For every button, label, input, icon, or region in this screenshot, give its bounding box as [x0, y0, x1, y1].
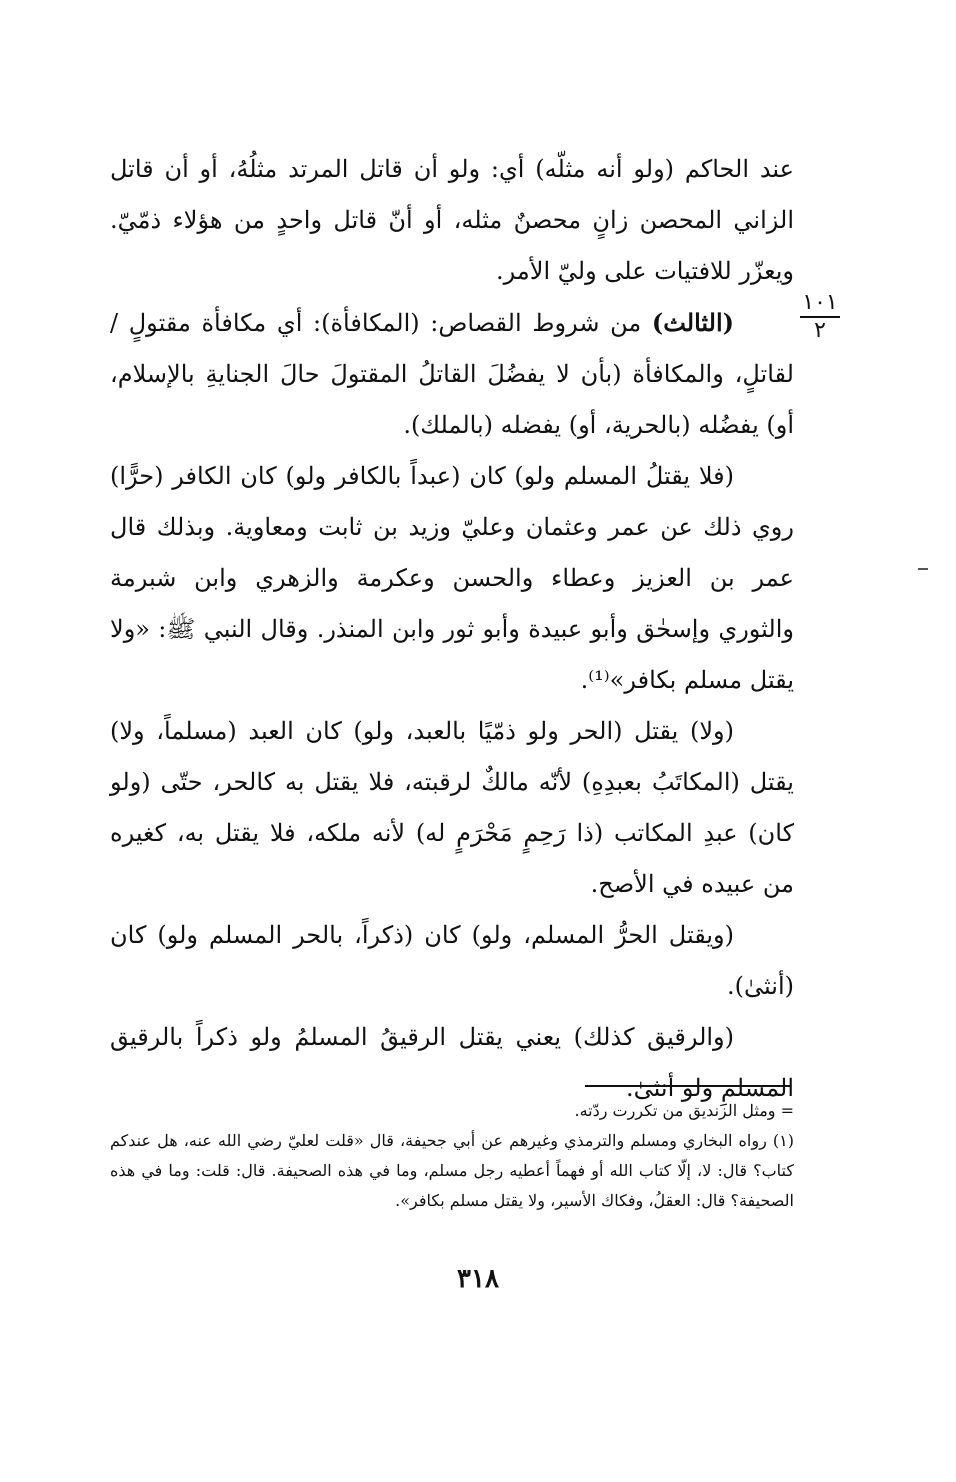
paragraph-2-heading: (الثالث) [651, 308, 734, 337]
footnotes [110, 1096, 794, 1216]
paragraph-4: (ولا) يقتل (الحر ولو ذمّيًا بالعبد، ولو) كان العبد (مسلماً، ولا) يقتل (المكاتَبُ بعبدِهِ) لأنّه مالكٌ لرقبته، فلا يقتل به كالحر، حتّى (ولو كان) عبدِ المكاتب (ذا رَحِمٍ مَحْرَمٍ له) لأنه ملكه، فلا يقتل به، كغيره من عبيده في الأصح. [110, 717, 794, 898]
margin-reference-part: ٢ [814, 318, 826, 343]
page-number: ٣١٨ [457, 1264, 499, 1294]
margin-reference-volume: ١٠١ [800, 292, 840, 318]
paragraph-5: (ويقتل الحرُّ المسلم، ولو) كان (ذكراً، بالحر المسلم ولو) كان (أنثىٰ). [110, 921, 794, 1000]
paragraph-2 [110, 297, 794, 451]
paragraph-2-text: من شروط القصاص: (المكافأة): أي مكافأة مقتولٍ / لقاتلٍ، والمكافأة (بأن لا يفضُلَ القاتلُ المقتولَ حالَ الجنايةِ بالإسلام، أو) يفضُله (بالحرية، أو) يفضله (بالملك). [110, 309, 794, 439]
margin-page-reference [800, 292, 840, 342]
paragraph-3: (فلا يقتلُ المسلم ولو) كان (عبداً بالكافر ولو) كان الكافر (حرًّا) روي ذلك عن عمر وعثمان وعليّ وزيد بن ثابت ومعاوية. وبذلك قال عمر بن العزيز وعطاء والحسن وعكرمة والزهري وابن شبرمة والثوري وإسحٰق وأبو عبيدة وأبو ثور وابن المنذر. وقال النبي ﷺ: «ولا يقتل مسلم بكافر»⁽¹⁾. [110, 462, 794, 694]
paragraph-1: عند الحاكم (ولو أنه مثلّه) أي: ولو أن قاتل المرتد مثلُهُ، أو أن قاتل الزاني المحصن زانٍ محصنٌ مثله، أو أنّ قاتل واحدٍ من هؤلاء ذمّيّ. ويعزّر للافتيات على وليّ الأمر. [110, 155, 794, 285]
footnote-1: (١) رواه البخاري ومسلم والترمذي وغيرهم عن أبي جحيفة، قال «قلت لعليّ رضي الله عنه، هل عندكم كتاب؟ قال: لا، إلّا كتاب الله أو فهماً أعطيه رجل مسلم، وما في هذه الصحيفة. قال: قلت: وما في هذه الصحيفة؟ قال: العقلُ، وفكاك الأسير، ولا يقتل مسلم بكافر». [110, 1131, 794, 1210]
footnote-continuation: = ومثل الزنديق من تكررت ردّته. [574, 1101, 794, 1120]
footnote-separator [585, 1085, 791, 1087]
main-text [110, 144, 794, 1114]
scan-speck [918, 568, 928, 570]
paragraph-6: (والرقيق كذلك) يعني يقتل الرقيقُ المسلمُ ولو ذكراً بالرقيق المسلمِ ولو أنثىٰ. [110, 1023, 794, 1102]
